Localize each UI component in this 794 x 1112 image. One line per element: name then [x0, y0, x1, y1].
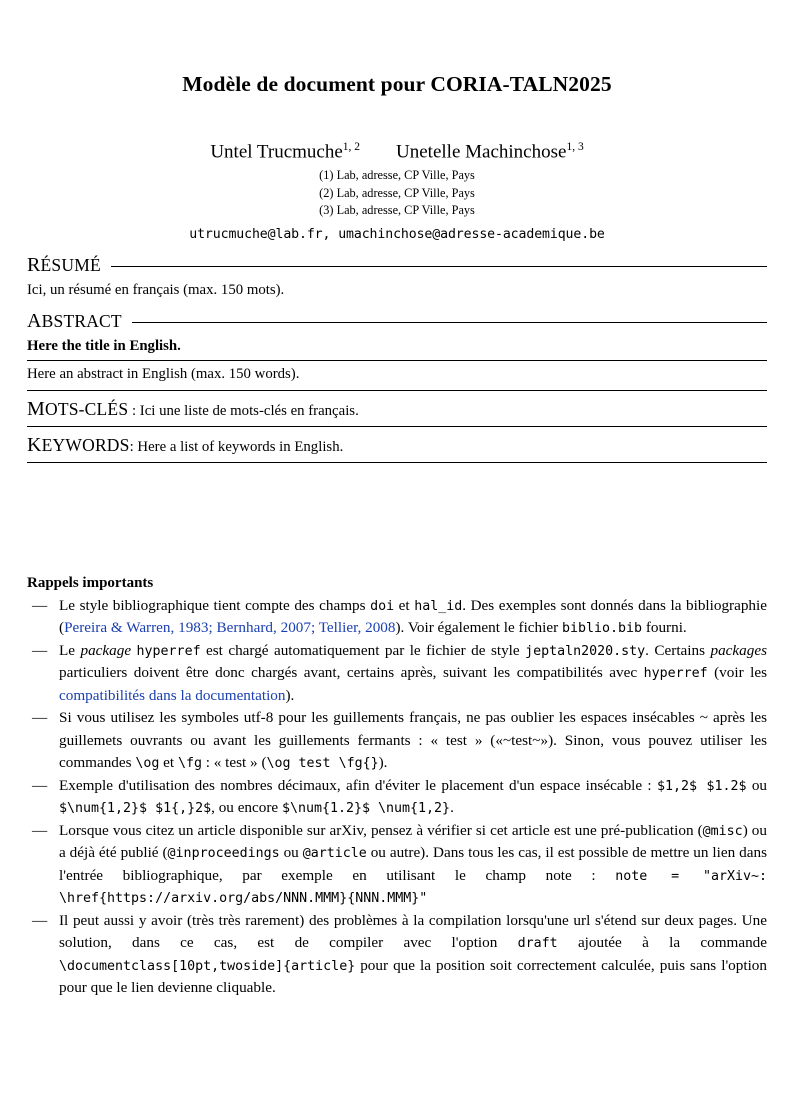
inline-code: jeptaln2020.sty: [525, 643, 646, 659]
list-bullet-dash: —: [32, 776, 48, 794]
heading-rule: [111, 266, 767, 267]
text-run: ).: [285, 686, 295, 704]
inline-code: hyperref: [643, 666, 708, 682]
page-title: Modèle de document pour CORIA-TALN2025: [182, 72, 612, 96]
text-run: Si vous utilisez les symboles utf-8 pour les guillements français, ne pas oublier les espaces insécables ~ après les guillemets ouvrants ou avant les guillements fermants : « test » («~test~»). Sinon, vous pouvez utiliser les commandes: [59, 709, 767, 772]
text-run: .: [450, 799, 454, 817]
spacer: [27, 463, 767, 575]
resume-text: Ici, un résumé en français (max. 150 mots).: [27, 281, 285, 298]
text-run: est chargé automatiquement par le fichier de style: [200, 641, 526, 659]
author-affil-marker: 1, 3: [566, 141, 584, 153]
list-item: [27, 910, 767, 1000]
keywords-fr-line: [27, 398, 767, 421]
abstract-heading: ABSTRACT: [27, 309, 122, 332]
abstract-heading-row: [27, 310, 767, 333]
text-run: Le style bibliographique tient compte des champs: [59, 596, 371, 614]
author-name: Untel Trucmuche: [210, 141, 343, 163]
text-run: et: [394, 596, 415, 614]
list-bullet-dash: —: [32, 641, 48, 659]
citation-link[interactable]: Pereira & Warren, 1983; Bernhard, 2007; Tellier, 2008: [64, 619, 396, 637]
inline-code: $\num{1,2}$ $1{,}2$: [59, 801, 212, 817]
inline-code: @article: [302, 846, 367, 862]
text-run: ou autre). Dans tous les cas, il est possible de mettre un lien dans l'entrée bibliographique, par exemple en utilisant le champ note :: [59, 844, 767, 884]
emphasis-text: package: [80, 641, 132, 659]
inline-code: @inproceedings: [167, 846, 280, 862]
text-run: ajoutée à la commande: [557, 934, 767, 952]
text-run: ou: [746, 776, 768, 794]
author-name: Unetelle Machinchose: [396, 141, 567, 163]
list-bullet-dash: —: [32, 821, 48, 839]
inline-code: $\num{1.2}$ \num{1,2}: [281, 801, 451, 817]
list-bullet-dash: —: [32, 709, 48, 727]
text-run: ). Voir également le fichier: [395, 619, 562, 637]
divider: [27, 426, 767, 427]
author-list: [27, 141, 767, 163]
inline-code: note = "arXiv~: \href{https://arxiv.org/abs/NNN.MMM}{NNN.MMM}": [59, 868, 767, 907]
keywords-en-label: KEYWORDS: [27, 433, 130, 456]
inline-code: biblio.bib: [561, 621, 643, 637]
emphasis-text: packages: [710, 641, 767, 659]
keywords-fr-value: : Ici une liste de mots-clés en français.: [128, 402, 359, 419]
text-run: Exemple d'utilisation des nombres décimaux, afin d'éviter le placement d'un espace insécable :: [59, 776, 657, 794]
keywords-en-value: : Here a list of keywords in English.: [129, 438, 344, 455]
text-run: et: [159, 754, 178, 772]
divider: [27, 390, 767, 391]
author-affil-marker: 1, 2: [342, 141, 361, 153]
hyperlink[interactable]: compatibilités dans la documentation: [59, 686, 286, 704]
inline-code: \og: [135, 756, 160, 772]
text-run: : « test » (: [201, 754, 267, 772]
list-item: [27, 775, 767, 820]
list-item: [27, 820, 767, 910]
text-run: Le: [59, 641, 81, 659]
author-entry: [210, 141, 360, 163]
text-run: (voir les: [707, 664, 767, 682]
affiliation-line: (2) Lab, adresse, CP Ville, Pays: [319, 185, 475, 200]
list-item: [27, 707, 767, 775]
inline-code: \fg: [177, 756, 202, 772]
inline-code: \documentclass[10pt,twoside]{article}: [59, 958, 356, 974]
text-run: . Des exemples sont donnés dans la bibliographie (: [59, 596, 767, 637]
resume-heading: RÉSUMÉ: [27, 253, 101, 276]
inline-code: \og test \fg{}: [266, 756, 379, 772]
abstract-english-title: Here the title in English.: [27, 337, 181, 354]
list-item: [27, 595, 767, 640]
text-run: fourni.: [642, 619, 687, 637]
heading-rule: [132, 322, 767, 323]
resume-heading-row: [27, 254, 767, 277]
author-entry: [396, 141, 584, 163]
text-run: , ou encore: [211, 799, 282, 817]
abstract-text: Here an abstract in English (max. 150 words).: [27, 365, 300, 382]
list-bullet-dash: —: [32, 596, 48, 614]
affiliation-line: (1) Lab, adresse, CP Ville, Pays: [319, 168, 475, 183]
inline-code: $1,2$ $1.2$: [656, 778, 747, 794]
paper-content: [27, 72, 767, 1000]
inline-code: hyperref: [136, 643, 201, 659]
inline-code: hal_id: [414, 598, 463, 614]
text-run: ).: [378, 754, 388, 772]
text-run: . Certains: [645, 641, 711, 659]
keywords-fr-label: MOTS-CLÉS: [27, 397, 129, 420]
divider: [27, 360, 767, 361]
text-run: pour que la position soit correctement calculée, puis sans l'option pour que le lien devienne cliquable.: [59, 956, 767, 997]
author-emails: utrucmuche@lab.fr, umachinchose@adresse-academique.be: [189, 226, 605, 242]
inline-code: doi: [370, 598, 395, 614]
affiliation-block: [27, 167, 767, 219]
affiliation-line: (3) Lab, adresse, CP Ville, Pays: [319, 203, 475, 218]
keywords-en-line: [27, 434, 767, 457]
inline-code: @misc: [702, 823, 743, 839]
text-run: Lorsque vous citez un article disponible sur arXiv, pensez à vérifier si cet article est une pré-publication (: [59, 821, 703, 839]
notes-section-title: Rappels importants: [27, 574, 154, 591]
text-run: particuliers doivent être donc chargés avant, certains après, suivant les compatibilités avec: [59, 664, 644, 682]
text-run: ) ou a déjà été publié (: [59, 821, 767, 862]
list-bullet-dash: —: [32, 911, 48, 929]
text-run: Il peut aussi y avoir (très très rarement) des problèmes à la compilation lorsqu'une url s'étend sur deux pages. Une solution, dans ce cas, est de compiler avec l'option: [59, 911, 767, 952]
list-item: [27, 640, 767, 708]
text-run: ou: [279, 844, 303, 862]
notes-list: [27, 595, 767, 1000]
inline-code: draft: [517, 936, 558, 952]
